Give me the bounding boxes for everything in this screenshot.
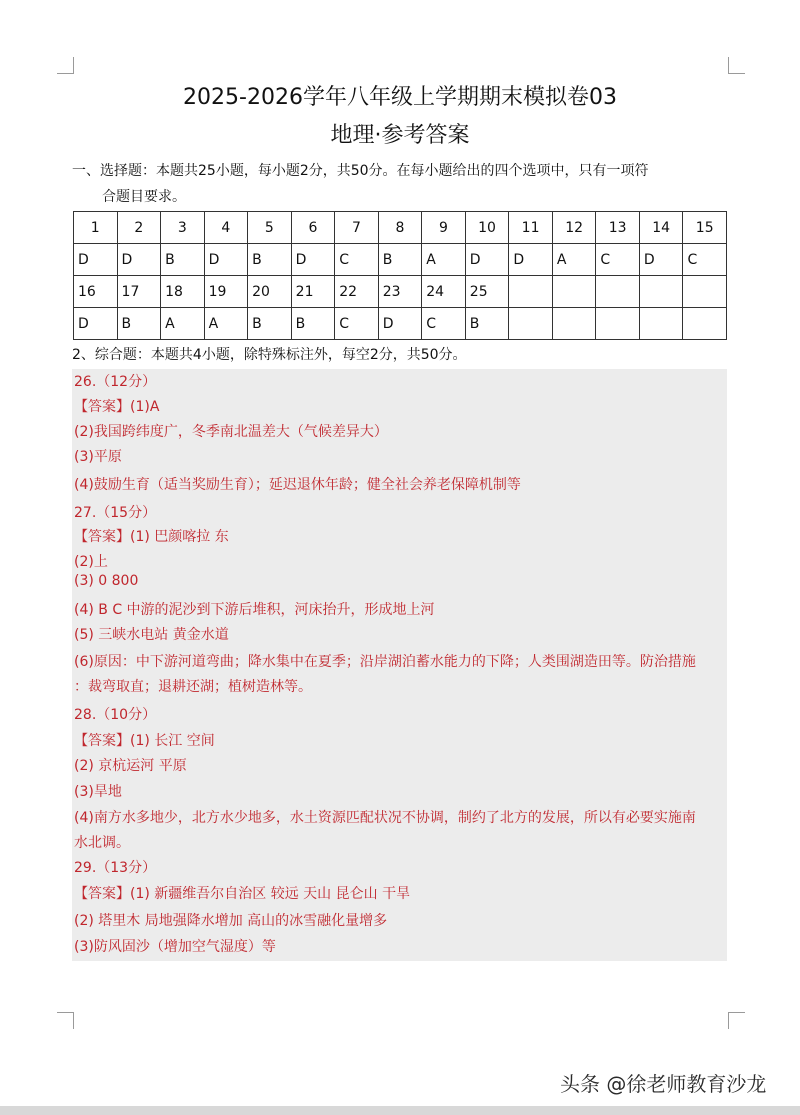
section2-instructions: 2、综合题：本题共4小题，除特殊标注外，每空2分，共50分。 xyxy=(72,347,467,363)
table-cell: 15 xyxy=(683,212,727,244)
answer-table xyxy=(73,211,727,340)
table-cell: 21 xyxy=(291,276,335,308)
answer-line: 27.（15分） xyxy=(74,505,157,521)
table-cell: B xyxy=(248,244,292,276)
answer-line: (4)鼓励生育（适当奖励生育）；延迟退休年龄；健全社会养老保障机制等 xyxy=(74,477,521,493)
answer-line: (3)平原 xyxy=(74,449,122,465)
table-cell: 3 xyxy=(161,212,205,244)
answer-line: 29.（13分） xyxy=(74,860,157,876)
answer-line: 【答案】(1) 新疆维吾尔自治区 较远 天山 昆仑山 干旱 xyxy=(74,886,411,902)
table-cell: 4 xyxy=(204,212,248,244)
answer-line: (2) 塔里木 局地强降水增加 高山的冰雪融化量增多 xyxy=(74,913,388,929)
answer-line: (3)防风固沙（增加空气湿度）等 xyxy=(74,939,276,955)
answer-line: ：裁弯取直；退耕还湖；植树造林等。 xyxy=(74,679,312,695)
answer-line: (4) B C 中游的泥沙到下游后堆积，河床抬升，形成地上河 xyxy=(74,602,435,618)
answer-line: 【答案】(1) 巴颜喀拉 东 xyxy=(74,529,229,545)
table-cell: C xyxy=(422,308,466,340)
answer-line: (2)上 xyxy=(74,554,108,570)
table-cell: 10 xyxy=(465,212,509,244)
table-row xyxy=(74,308,727,340)
answer-line: 【答案】(1)A xyxy=(74,399,160,415)
table-cell: 22 xyxy=(335,276,379,308)
table-cell: A xyxy=(161,308,205,340)
table-cell xyxy=(683,308,727,340)
table-cell: 14 xyxy=(639,212,683,244)
table-cell: 5 xyxy=(248,212,292,244)
answer-line: (3)旱地 xyxy=(74,784,122,800)
answer-line: (5) 三峡水电站 黄金水道 xyxy=(74,627,229,643)
table-cell xyxy=(639,276,683,308)
crop-mark-bottom-left xyxy=(57,1012,74,1029)
table-cell: B xyxy=(161,244,205,276)
table-cell: 18 xyxy=(161,276,205,308)
table-cell: D xyxy=(465,244,509,276)
table-cell: A xyxy=(422,244,466,276)
table-cell: 24 xyxy=(422,276,466,308)
table-cell: A xyxy=(552,244,596,276)
table-cell: B xyxy=(465,308,509,340)
table-cell: D xyxy=(204,244,248,276)
answer-line: (4)南方水多地少，北方水少地多，水土资源匹配状况不协调，制约了北方的发展，所以有必要实施南 xyxy=(74,810,696,826)
table-cell xyxy=(596,308,640,340)
table-cell: D xyxy=(74,244,118,276)
table-row xyxy=(74,212,727,244)
answer-line: (2) 京杭运河 平原 xyxy=(74,758,187,774)
table-cell: 1 xyxy=(74,212,118,244)
table-cell: C xyxy=(335,244,379,276)
table-cell: A xyxy=(204,308,248,340)
watermark-footer: 头条 @徐老师教育沙龙 xyxy=(560,1072,767,1096)
table-cell: 13 xyxy=(596,212,640,244)
section1-instructions xyxy=(72,158,732,210)
table-cell: 20 xyxy=(248,276,292,308)
table-cell xyxy=(596,276,640,308)
table-cell xyxy=(509,276,553,308)
section1-line1: 一、选择题：本题共25小题，每小题2分，共50分。在每小题给出的四个选项中，只有一项符 xyxy=(72,163,649,179)
table-cell: B xyxy=(248,308,292,340)
table-cell: 17 xyxy=(117,276,161,308)
table-cell: D xyxy=(117,244,161,276)
table-cell: 6 xyxy=(291,212,335,244)
answer-line: (2)我国跨纬度广，冬季南北温差大（气候差异大） xyxy=(74,424,388,440)
crop-mark-top-left xyxy=(57,57,74,74)
table-cell: B xyxy=(117,308,161,340)
table-cell: C xyxy=(683,244,727,276)
table-cell: B xyxy=(378,244,422,276)
table-cell: 12 xyxy=(552,212,596,244)
table-cell: 16 xyxy=(74,276,118,308)
table-cell: 9 xyxy=(422,212,466,244)
table-cell: B xyxy=(291,308,335,340)
section1-line2: 合题目要求。 xyxy=(102,189,186,205)
answer-key-block xyxy=(72,369,727,961)
table-cell xyxy=(552,276,596,308)
table-cell: 25 xyxy=(465,276,509,308)
bottom-bar xyxy=(0,1106,800,1115)
document-title: 2025-2026学年八年级上学期期末模拟卷03 xyxy=(183,85,617,110)
answer-line: (3) 0 800 xyxy=(74,573,139,589)
answer-line: 26.（12分） xyxy=(74,374,157,390)
table-cell: C xyxy=(596,244,640,276)
table-cell xyxy=(552,308,596,340)
table-cell xyxy=(683,276,727,308)
table-cell: 2 xyxy=(117,212,161,244)
table-cell: D xyxy=(74,308,118,340)
answer-line: 28.（10分） xyxy=(74,707,157,723)
table-cell xyxy=(639,308,683,340)
table-cell: C xyxy=(335,308,379,340)
answer-line: (6)原因：中下游河道弯曲；降水集中在夏季；沿岸湖泊蓄水能力的下降；人类围湖造田等。防治措施 xyxy=(74,654,696,670)
answer-line: 水北调。 xyxy=(74,835,130,851)
document-subtitle: 地理·参考答案 xyxy=(330,123,470,148)
table-cell: D xyxy=(509,244,553,276)
table-cell: D xyxy=(291,244,335,276)
table-cell: 7 xyxy=(335,212,379,244)
table-cell: 8 xyxy=(378,212,422,244)
table-row xyxy=(74,244,727,276)
table-row xyxy=(74,276,727,308)
table-cell: D xyxy=(378,308,422,340)
answer-line: 【答案】(1) 长江 空间 xyxy=(74,733,215,749)
table-cell: 19 xyxy=(204,276,248,308)
table-cell xyxy=(509,308,553,340)
table-cell: 23 xyxy=(378,276,422,308)
table-cell: D xyxy=(639,244,683,276)
table-cell: 11 xyxy=(509,212,553,244)
crop-mark-top-right xyxy=(728,57,745,74)
crop-mark-bottom-right xyxy=(728,1012,745,1029)
